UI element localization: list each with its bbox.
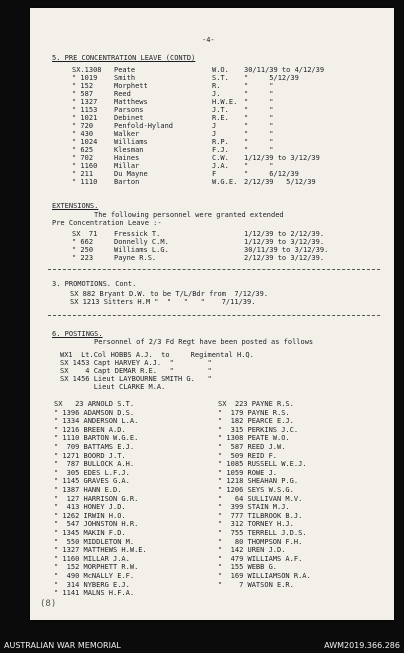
posting-row: " 315 PERKINS J.C. [218, 425, 299, 434]
leave-row-name: Parsons [114, 106, 144, 114]
posting-row: " 1085 RUSSELL W.E.J. [218, 460, 307, 469]
posting-row: " 7 WATSON E.R. [218, 580, 294, 589]
posting-row: " 80 THOMPSON F.H. [218, 537, 303, 546]
posting-row: " 314 NYBERG E.J. [54, 580, 130, 589]
leave-row-number: " 1019 [72, 74, 98, 82]
leave-row-initials: F [212, 170, 217, 178]
posting-row: " 312 TORNEY H.J. [218, 520, 294, 529]
leave-row-dates: " " [244, 162, 274, 170]
leave-row-name: Morphett [114, 82, 148, 90]
leave-row-initials: R. [212, 82, 221, 90]
posting-row: " 1327 MATTHEWS H.W.E. [54, 546, 147, 555]
posting-row: " 547 JOHNSTON H.R. [54, 520, 139, 529]
posting-row: " 1216 BREEN A.D. [54, 425, 126, 434]
posting-row: " 550 MIDDLETON M. [54, 537, 135, 546]
leave-row-dates: 2/12/39 5/12/39 [244, 178, 316, 186]
document-page [30, 8, 394, 620]
leave-row-dates: " 5/12/39 [244, 74, 299, 82]
promotion-row: SX 882 Bryant D.W. to be T/L/Bdr from 7/12/39. [70, 290, 269, 298]
leave-row-dates: " " [244, 146, 274, 154]
posting-row: " 1387 HANN E.D. [54, 486, 122, 494]
leave-row-name: Klesman [114, 146, 144, 154]
posting-row: " 490 McNALLY E.F. [54, 572, 135, 580]
promotion-row: SX 1213 Sitters H.M " " " " 7/11/39. [70, 298, 256, 306]
leave-row-name: Williams [114, 138, 148, 146]
leave-row-number: " 587 [72, 90, 94, 98]
hq-posting-row: SX 1456 Lieut LAYBOURNE SMITH G. " [60, 375, 212, 383]
posting-row: " 1396 ADAMSON D.S. [54, 408, 135, 417]
posting-row: " 1141 MALNS H.F.A. [54, 589, 135, 598]
extension-row-dates: 30/11/39 to 3/12/39. [244, 246, 329, 254]
leave-row-name: Barton [114, 178, 140, 186]
posting-row: " 755 TERRELL J.D.S. [218, 529, 307, 537]
divider [48, 269, 380, 270]
posting-row: SX 23 ARNOLD S.T. [54, 400, 135, 408]
leave-row-initials: J [212, 122, 217, 130]
extension-row-number: " 250 [72, 246, 94, 254]
posting-row: " 1308 PEATE W.O. [218, 434, 290, 443]
leave-row-number: " 1160 [72, 162, 98, 170]
leave-row-name: Walker [114, 130, 140, 138]
posting-row: " 169 WILLIAMSON R.A. [218, 572, 311, 580]
leave-row-name: Haines [114, 154, 140, 162]
leave-row-dates: 30/11/39 to 4/12/39 [244, 66, 325, 74]
posting-row: " 509 REID F. [218, 451, 278, 460]
leave-row-number: " 1021 [72, 114, 98, 122]
section5-title: 5. PRE CONCENTRATION LEAVE (CONTD) [52, 54, 196, 62]
hq-posting-row: SX 4 Capt DEMAR R.E. " " [60, 367, 212, 375]
posting-row: " 1206 SEYS W.S.G. [218, 486, 294, 494]
hq-posting-row: SX 1453 Capt HARVEY A.J. " " [60, 359, 212, 367]
leave-row-initials: J.T. [212, 106, 229, 114]
extensions-intro-line2: Pre Concentration Leave :- [52, 219, 162, 227]
leave-row-initials: R.E. [212, 114, 229, 122]
extension-row-number: " 662 [72, 238, 94, 246]
leave-row-dates: " " [244, 82, 274, 90]
leave-row-initials: J.A. [212, 162, 229, 170]
leave-row-number: " 152 [72, 82, 94, 90]
posting-row: " 1110 BARTON W.G.E. [54, 434, 139, 443]
leave-row-name: Smith [114, 74, 136, 82]
hq-posting-row: WX1 Lt.Col HOBBS A.J. to Regimental H.Q. [60, 351, 254, 359]
posting-row: " 1059 ROWE J. [218, 468, 278, 477]
leave-row-initials: J [212, 130, 217, 138]
extension-row-dates: 1/12/39 to 3/12/39. [244, 238, 325, 246]
leave-row-name: Penfold-Hyland [114, 122, 174, 130]
footer-id: AWM2019.366.286 [324, 641, 400, 650]
leave-row-initials: H.W.E. [212, 98, 238, 106]
extensions-title: EXTENSIONS. [52, 202, 99, 210]
leave-row-dates: " " [244, 90, 274, 98]
posting-row: " 1334 ANDERSON L.A. [54, 417, 139, 426]
posting-row: " 1145 GRAVES G.A. [54, 477, 130, 486]
posting-row: " 399 STAIN M.J. [218, 503, 290, 512]
leave-row-dates: " 6/12/39 [244, 170, 299, 178]
leave-row-name: Reed [114, 90, 131, 98]
posting-row: " 1262 IRWIN H.O. [54, 511, 126, 520]
posting-row: " 413 HONEY J.D. [54, 503, 126, 512]
leave-row-number: " 720 [72, 122, 94, 130]
leave-row-dates: " " [244, 130, 274, 138]
extension-row-number: SX 71 [72, 230, 98, 238]
posting-row: " 142 UREN J.D. [218, 546, 286, 555]
leave-row-number: " 1327 [72, 98, 98, 106]
posting-row: " 179 PAYNE R.S. [218, 408, 290, 417]
leave-row-dates: 1/12/39 to 3/12/39 [244, 154, 320, 162]
extensions-intro-line1: The following personnel were granted extended [94, 211, 284, 219]
divider [48, 315, 380, 316]
leave-row-initials: C.W. [212, 154, 229, 162]
leave-row-initials: S.T. [212, 74, 229, 82]
leave-row-name: Matthews [114, 98, 148, 106]
hq-posting-row: Lieut CLARKE M.A. [60, 383, 166, 391]
leave-row-dates: " " [244, 122, 274, 130]
posting-row: " 1218 SHEAHAN P.G. [218, 477, 299, 486]
section3-title: 3. PROMOTIONS. Cont. [52, 280, 137, 288]
posting-row: " 587 REED J.W. [218, 443, 286, 451]
posting-row: " 1271 BOORD J.T. [54, 451, 126, 460]
leave-row-number: " 1153 [72, 106, 98, 114]
leave-row-dates: " " [244, 98, 274, 106]
posting-row: " 182 PEARCE E.J. [218, 417, 294, 426]
leave-row-dates: " " [244, 138, 274, 146]
extension-row-name: Donnelly C.M. [114, 238, 169, 246]
leave-row-number: " 625 [72, 146, 94, 154]
section6-title: 6. POSTINGS. [52, 330, 103, 338]
posting-row: " 64 SULLIVAN M.V. [218, 494, 303, 503]
leave-row-number: " 1110 [72, 178, 98, 186]
page-number: -4- [202, 36, 215, 44]
leave-row-dates: " " [244, 106, 274, 114]
leave-row-initials: W.O. [212, 66, 229, 74]
extension-row-name: Payne R.S. [114, 254, 157, 262]
leave-row-name: Peate [114, 66, 136, 74]
posting-row: " 777 TILBROOK B.J. [218, 511, 303, 520]
leave-row-name: Du Mayne [114, 170, 148, 178]
postings-intro: Personnel of 2/3 Fd Regt have been posted as follows [94, 338, 314, 346]
extension-row-number: " 223 [72, 254, 94, 262]
leave-row-number: " 430 [72, 130, 94, 138]
extension-row-dates: 2/12/39 to 3/12/39. [244, 254, 325, 262]
posting-row: " 127 HARRISON G.R. [54, 494, 139, 503]
leave-row-name: Millar [114, 162, 140, 170]
posting-row: " 787 BULLOCK A.H. [54, 460, 135, 469]
leave-row-number: SX.1308 [72, 66, 102, 74]
posting-row: SX 223 PAYNE R.S. [218, 400, 294, 408]
posting-row: " 479 WILLIAMS A.F. [218, 554, 303, 563]
leave-row-initials: F.J. [212, 146, 229, 154]
leave-row-number: " 702 [72, 154, 94, 162]
posting-row: " 1345 MAKIN F.D. [54, 529, 126, 537]
leave-row-number: " 211 [72, 170, 94, 178]
leave-row-initials: R.P. [212, 138, 229, 146]
leave-row-initials: W.G.E. [212, 178, 238, 186]
leave-row-name: Debinet [114, 114, 144, 122]
extension-row-dates: 1/12/39 to 2/12/39. [244, 230, 325, 238]
posting-row: " 155 WEBB G. [218, 563, 278, 572]
extension-row-name: Fressick T. [114, 230, 161, 238]
leave-row-dates: " " [244, 114, 274, 122]
leave-row-number: " 1024 [72, 138, 98, 146]
leave-row-initials: J. [212, 90, 221, 98]
posting-row: " 1160 MILLAR J.A. [54, 554, 130, 563]
extension-row-name: Williams L.G. [114, 246, 169, 254]
handwritten-mark: (8) [40, 599, 57, 609]
footer [0, 638, 404, 653]
posting-row: " 709 BATTAMS E.J. [54, 443, 135, 451]
footer-source: AUSTRALIAN WAR MEMORIAL [4, 641, 121, 650]
posting-row: " 305 EDES L.F.J. [54, 468, 130, 477]
posting-row: " 152 MORPHETT R.W. [54, 563, 139, 572]
